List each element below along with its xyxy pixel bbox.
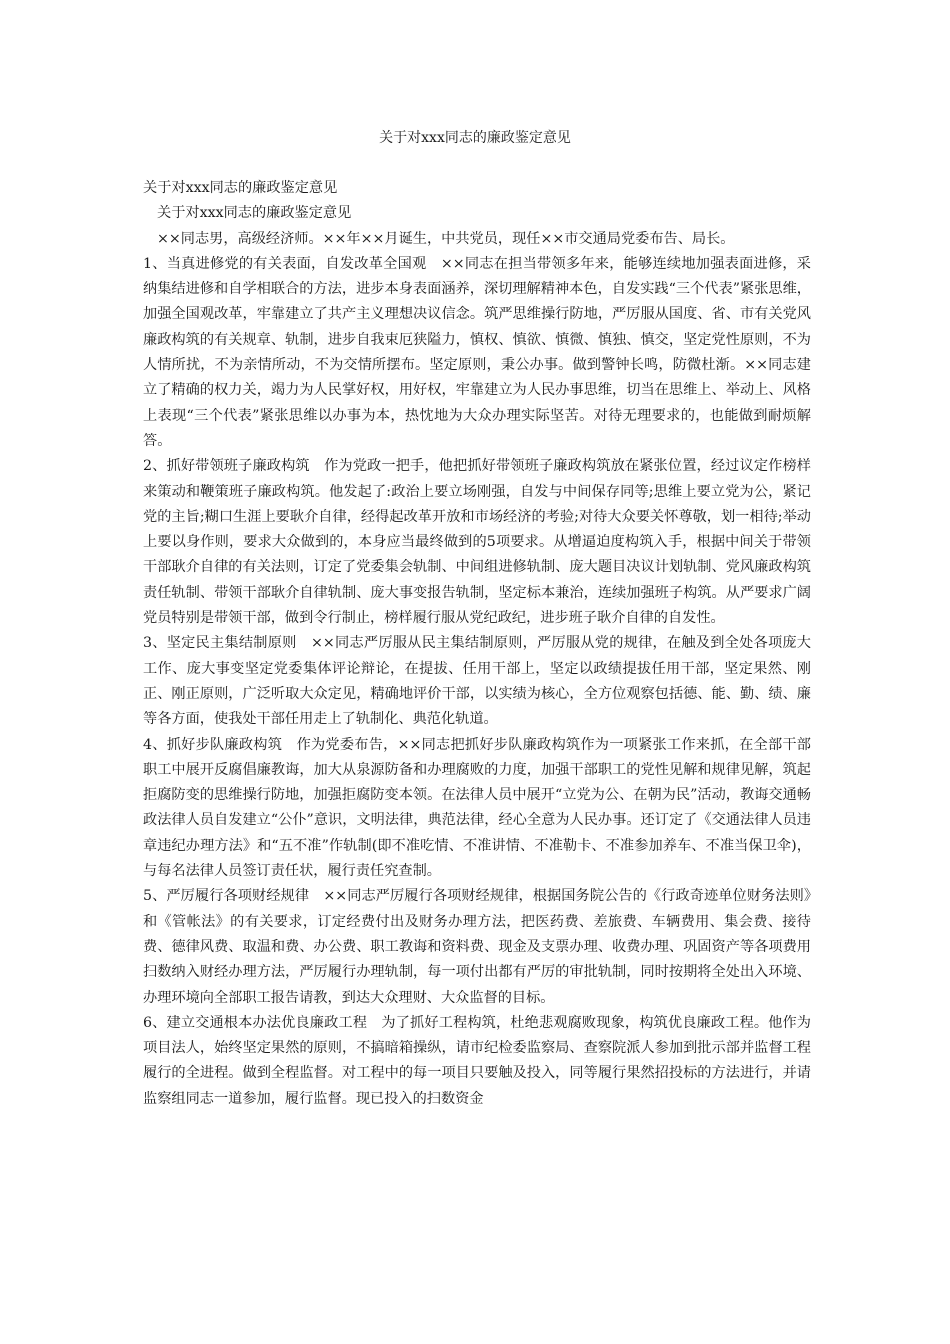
paragraph-intro: ××同志男，高级经济师。××年××月诞生，中共党员，现任××市交通局党委布告、局长。 bbox=[157, 230, 735, 247]
document-title: 关于对xxx同志的廉政鉴定意见 bbox=[379, 130, 571, 146]
paragraph-section-3: 3、坚定民主集结制原则 ××同志严厉服从民主集结制原则，严厉服从党的规律，在触及到全处各项庞大工作、庞大事变坚定党委集体评论辩论，在提拔、任用干部上，坚定以政绩提拔任用干部，坚定果然、刚正、刚正原则，广泛听取大众定见，精确地评价干部，以实绩为核心，全方位观察包括德、能、勤、绩、廉等各方面，使我处干部任用走上了轨制化、典范化轨道。 bbox=[143, 635, 811, 728]
paragraph-section-6: 6、建立交通根本办法优良廉政工程 为了抓好工程构筑，杜绝悲观腐败现象，构筑优良廉政工程。他作为项目法人，始终坚定果然的原则，不搞暗箱操纵，请市纪检委监察局、查察院派人参加到批示部并监督工程履行的全进程。做到全程监督。对工程中的每一项目只要触及投入，同等履行果然招投标的方法进行，并请监察组同志一道参加，履行监督。现已投入的扫数资金 bbox=[143, 1014, 811, 1107]
paragraph-section-1: 1、当真进修党的有关表面，自发改革全国观 ××同志在担当带领多年来，能够连续地加强表面进修，采纳集结进修和自学相联合的方法，进步本身表面涵养，深切理解精神本色，自发实践“三个代表”紧张思维，加强全国观改革，牢靠建立了共产主义理想决议信念。筑严思维操行防地，严厉服从国度、省、市有关党风廉政构筑的有关规章、轨制，进步自我束厄狭隘力，慎权、慎欲、慎微、慎独、慎交，坚定党性原则，不为人情所扰，不为亲情所动，不为交情所摆布。坚定原则，秉公办事。做到警钟长鸣，防微杜渐。××同志建立了精确的权力关，竭力为人民掌好权，用好权，牢靠建立为人民办事思维，切当在思维上、举动上、风格上表现“三个代表”紧张思维以办事为本，热忱地为大众办理实际坚苦。对待无理要求的，也能做到耐烦解答。 bbox=[143, 255, 811, 449]
paragraph-section-4: 4、抓好步队廉政构筑 作为党委布告，××同志把抓好步队廉政构筑作为一项紧张工作来抓，在全部干部职工中展开反腐倡廉教诲，加大从泉源防备和办理腐败的力度，加强干部职工的党性见解和规律见解，筑起拒腐防变的思维操行防地，加强拒腐防变本领。在法律人员中展开“立党为公、在朝为民”活动，教诲交通畅政法律人员自发建立“公仆”意识，文明法律，典范法律，经心全意为人民办事。还订定了《交通法律人员违章违纪办理方法》和“五不准”作轨制(即不准吃情、不准讲情、不准勒卡、不准参加养车、不准当保卫伞)，与每名法律人员签订责任状，履行责任究查制。 bbox=[143, 736, 811, 880]
paragraph-section-2: 2、抓好带领班子廉政构筑 作为党政一把手，他把抓好带领班子廉政构筑放在紧张位置，经过议定作榜样来策动和鞭策班子廉政构筑。他发起了:政治上要立场刚强，自发与中间保存同等;思维上要立党为公，紧记党的主旨;糊口生涯上要耿介自律，经得起改革开放和市场经济的考验;对待大众要关怀尊敬，划一相待;举动上要以身作则，要求大众做到的，本身应当最终做到的5项要求。从增逼迫度构筑入手，根据中间关于带领干部耿介自律的有关法则，订定了党委集会轨制、中间组进修轨制、庞大题目决议计划轨制、党风廉政构筑责任轨制、带领干部耿介自律轨制、庞大事变报告轨制，坚定标本兼治，连续加强班子构筑。从严要求广阔党员特别是带领干部，做到令行制止，榜样履行服从党纪政纪，进步班子耿介自律的自发性。 bbox=[143, 458, 811, 627]
paragraph-subheading: 关于对xxx同志的廉政鉴定意见 bbox=[157, 205, 352, 222]
document-body bbox=[143, 176, 811, 1112]
paragraph-section-5: 5、严厉履行各项财经规律 ××同志严厉履行各项财经规律，根据国务院公告的《行政奇迹单位财务法则》和《管帐法》的有关要求，订定经费付出及财务办理方法，把医药费、差旅费、车辆费用、集会费、接待费、德律风费、取温和费、办公费、职工教诲和资料费、现金及支票办理、收费办理、巩固资产等各项费用扫数纳入财经办理方法，严厉履行办理轨制，每一项付出都有严厉的审批轨制，同时按期将全处出入环境、办理环境向全部职工报告请教，到达大众理财、大众监督的目标。 bbox=[143, 888, 811, 1006]
paragraph-heading: 关于对xxx同志的廉政鉴定意见 bbox=[143, 180, 338, 196]
